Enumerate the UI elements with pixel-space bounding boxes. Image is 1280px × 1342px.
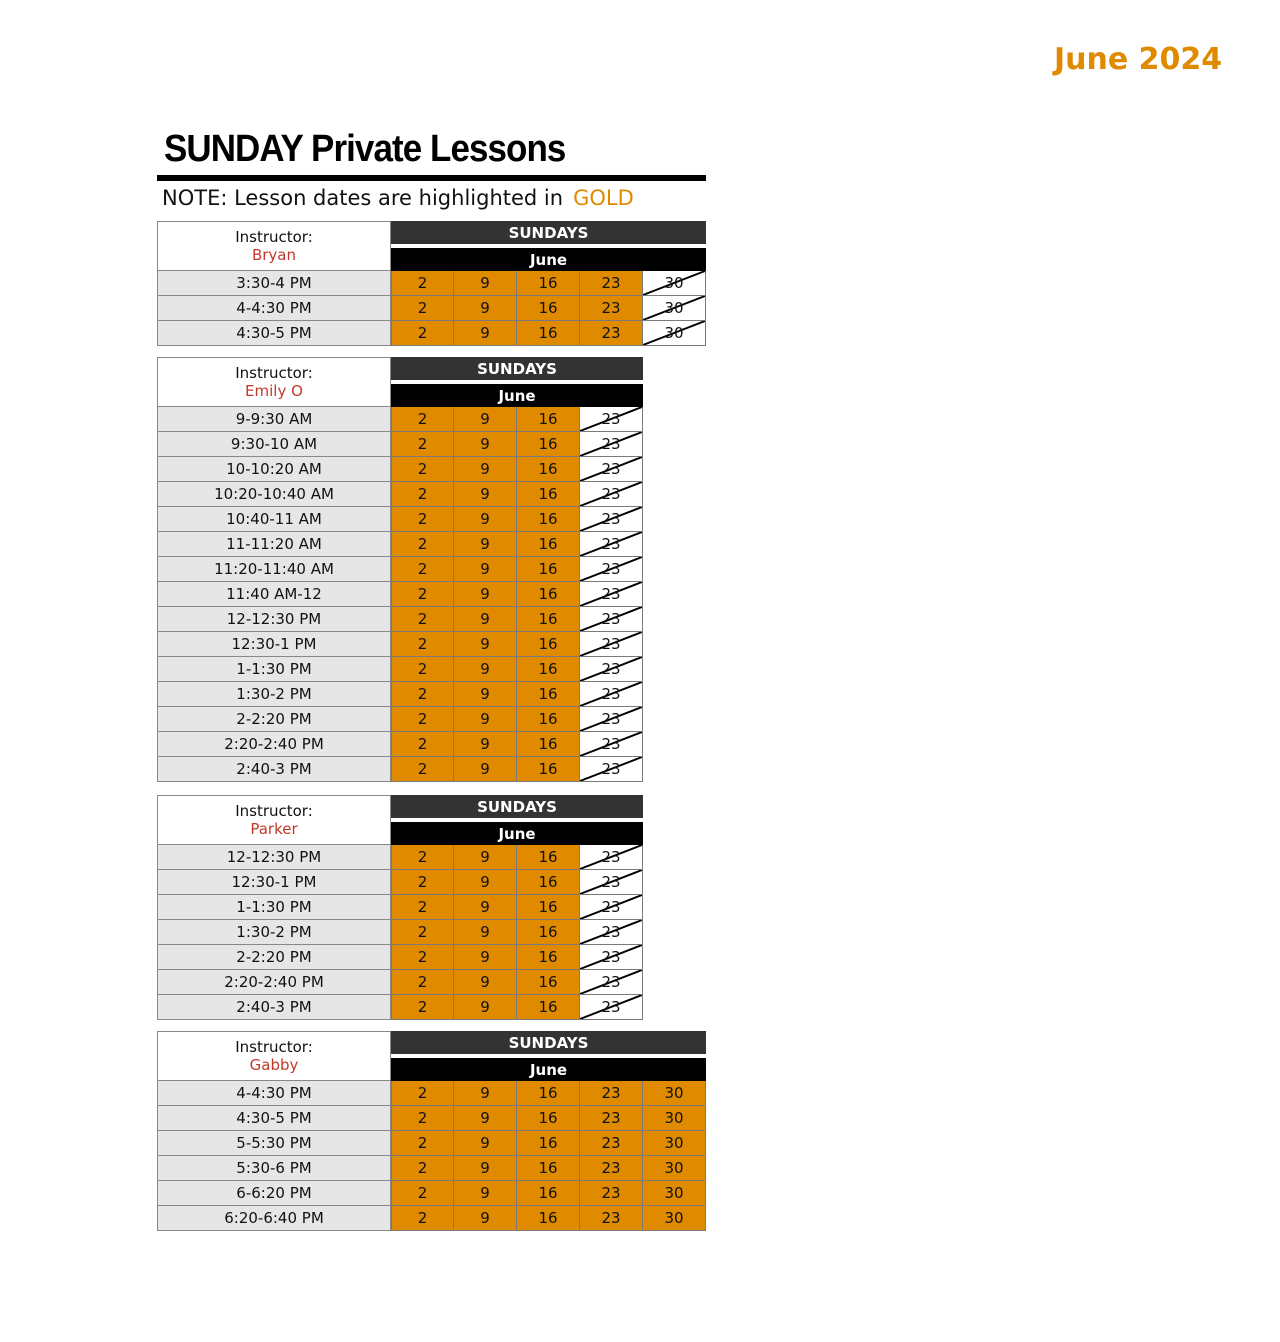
lesson-date-cell[interactable]: 30 xyxy=(643,1106,706,1131)
time-slot-label: 1:30-2 PM xyxy=(157,682,391,707)
time-slot-label: 4:30-5 PM xyxy=(157,321,391,346)
instructor-name: Emily O xyxy=(245,382,303,400)
lesson-date-cell[interactable]: 23 xyxy=(580,1206,643,1231)
date-number: 30 xyxy=(664,299,684,317)
lesson-date-cell[interactable]: 2 xyxy=(391,945,454,970)
lesson-date-cell[interactable]: 2 xyxy=(391,920,454,945)
instructor-name: Parker xyxy=(250,820,298,838)
date-number: 23 xyxy=(601,585,621,603)
lesson-date-cell[interactable]: 9 xyxy=(454,682,517,707)
time-slot-label: 10-10:20 AM xyxy=(157,457,391,482)
lesson-date-cell[interactable]: 16 xyxy=(517,432,580,457)
lesson-date-cell[interactable]: 9 xyxy=(454,707,517,732)
lesson-date-cell[interactable]: 30 xyxy=(643,1206,706,1231)
instructor-label: Instructor: xyxy=(235,1038,313,1056)
page-title: SUNDAY Private Lessons xyxy=(164,128,566,170)
date-number: 23 xyxy=(601,973,621,991)
date-number: 23 xyxy=(601,948,621,966)
lesson-date-cell[interactable]: 16 xyxy=(517,557,580,582)
time-slot-label: 2-2:20 PM xyxy=(157,945,391,970)
unavailable-date-cell xyxy=(580,632,643,657)
lesson-date-cell[interactable]: 9 xyxy=(454,732,517,757)
lesson-date-cell[interactable]: 2 xyxy=(391,1131,454,1156)
instructor-label: Instructor: xyxy=(235,364,313,382)
time-slot-label: 6:20-6:40 PM xyxy=(157,1206,391,1231)
lesson-date-cell[interactable]: 9 xyxy=(454,582,517,607)
lesson-date-cell[interactable]: 9 xyxy=(454,507,517,532)
lesson-date-cell[interactable]: 2 xyxy=(391,532,454,557)
lesson-date-cell[interactable]: 9 xyxy=(454,895,517,920)
month-title: June 2024 xyxy=(1054,42,1223,77)
lesson-date-cell[interactable]: 2 xyxy=(391,707,454,732)
instructor-label: Instructor: xyxy=(235,228,313,246)
lesson-date-cell[interactable]: 16 xyxy=(517,321,580,346)
lesson-date-cell[interactable]: 16 xyxy=(517,1131,580,1156)
lesson-date-cell[interactable]: 23 xyxy=(580,1156,643,1181)
sundays-header: SUNDAYS xyxy=(391,221,706,244)
lesson-date-cell[interactable]: 9 xyxy=(454,657,517,682)
lesson-date-cell[interactable]: 16 xyxy=(517,296,580,321)
instructor-cell xyxy=(157,221,391,271)
time-slot-label: 1-1:30 PM xyxy=(157,895,391,920)
date-number: 23 xyxy=(601,635,621,653)
lesson-date-cell[interactable]: 16 xyxy=(517,895,580,920)
lesson-date-cell[interactable]: 16 xyxy=(517,1081,580,1106)
lesson-date-cell[interactable]: 16 xyxy=(517,1181,580,1206)
time-slot-label: 1:30-2 PM xyxy=(157,920,391,945)
instructor-name: Bryan xyxy=(251,246,297,264)
time-slot-label: 9-9:30 AM xyxy=(157,407,391,432)
lesson-date-cell[interactable]: 16 xyxy=(517,945,580,970)
unavailable-date-cell xyxy=(580,507,643,532)
date-number: 23 xyxy=(601,560,621,578)
lesson-date-cell[interactable]: 2 xyxy=(391,657,454,682)
date-number: 23 xyxy=(601,998,621,1016)
unavailable-date-cell xyxy=(580,532,643,557)
unavailable-date-cell xyxy=(580,970,643,995)
sundays-header: SUNDAYS xyxy=(391,795,643,818)
instructor-cell xyxy=(157,795,391,845)
instructor-name: Gabby xyxy=(249,1056,299,1074)
time-slot-label: 9:30-10 AM xyxy=(157,432,391,457)
lesson-date-cell[interactable]: 9 xyxy=(454,1156,517,1181)
lesson-date-cell[interactable]: 16 xyxy=(517,682,580,707)
lesson-date-cell[interactable]: 16 xyxy=(517,1206,580,1231)
unavailable-date-cell xyxy=(643,271,706,296)
time-slot-label: 12:30-1 PM xyxy=(157,632,391,657)
unavailable-date-cell xyxy=(580,757,643,782)
time-slot-label: 11-11:20 AM xyxy=(157,532,391,557)
lesson-date-cell[interactable]: 16 xyxy=(517,970,580,995)
date-number: 23 xyxy=(601,873,621,891)
lesson-date-cell[interactable]: 9 xyxy=(454,1106,517,1131)
time-slot-label: 5-5:30 PM xyxy=(157,1131,391,1156)
time-slot-label: 3:30-4 PM xyxy=(157,271,391,296)
unavailable-date-cell xyxy=(580,457,643,482)
unavailable-date-cell xyxy=(580,407,643,432)
lesson-date-cell[interactable]: 9 xyxy=(454,482,517,507)
lesson-date-cell[interactable]: 2 xyxy=(391,607,454,632)
lesson-date-cell[interactable]: 23 xyxy=(580,271,643,296)
lesson-date-cell[interactable]: 16 xyxy=(517,870,580,895)
lesson-date-cell[interactable]: 16 xyxy=(517,707,580,732)
time-slot-label: 4:30-5 PM xyxy=(157,1106,391,1131)
lesson-date-cell[interactable]: 2 xyxy=(391,482,454,507)
time-slot-label: 4-4:30 PM xyxy=(157,1081,391,1106)
lesson-date-cell[interactable]: 2 xyxy=(391,1206,454,1231)
lesson-date-cell[interactable]: 9 xyxy=(454,1181,517,1206)
unavailable-date-cell xyxy=(580,732,643,757)
lesson-date-cell[interactable]: 2 xyxy=(391,632,454,657)
note-label: NOTE: Lesson dates are highlighted in xyxy=(162,186,564,210)
month-header: June xyxy=(391,822,643,845)
lesson-date-cell[interactable]: 2 xyxy=(391,732,454,757)
month-header: June xyxy=(391,384,643,407)
time-slot-label: 11:40 AM-12 xyxy=(157,582,391,607)
unavailable-date-cell xyxy=(580,682,643,707)
date-number: 23 xyxy=(601,410,621,428)
note-text xyxy=(162,186,634,210)
lesson-date-cell[interactable]: 2 xyxy=(391,1081,454,1106)
lesson-date-cell[interactable]: 9 xyxy=(454,532,517,557)
month-header: June xyxy=(391,248,706,271)
lesson-date-cell[interactable]: 2 xyxy=(391,321,454,346)
lesson-date-cell[interactable]: 2 xyxy=(391,582,454,607)
sundays-header: SUNDAYS xyxy=(391,1031,706,1054)
lesson-date-cell[interactable]: 2 xyxy=(391,1106,454,1131)
lesson-date-cell[interactable]: 9 xyxy=(454,970,517,995)
lesson-date-cell[interactable]: 9 xyxy=(454,407,517,432)
unavailable-date-cell xyxy=(580,582,643,607)
lesson-date-cell[interactable]: 16 xyxy=(517,757,580,782)
lesson-date-cell[interactable]: 2 xyxy=(391,757,454,782)
unavailable-date-cell xyxy=(580,657,643,682)
lesson-date-cell[interactable]: 9 xyxy=(454,945,517,970)
date-number: 23 xyxy=(601,460,621,478)
date-number: 23 xyxy=(601,685,621,703)
date-number: 30 xyxy=(664,324,684,342)
lesson-date-cell[interactable]: 16 xyxy=(517,995,580,1020)
lesson-date-cell[interactable]: 9 xyxy=(454,321,517,346)
lesson-date-cell[interactable]: 16 xyxy=(517,532,580,557)
lesson-date-cell[interactable]: 16 xyxy=(517,607,580,632)
date-number: 23 xyxy=(601,898,621,916)
time-slot-label: 12-12:30 PM xyxy=(157,607,391,632)
sundays-header: SUNDAYS xyxy=(391,357,643,380)
time-slot-label: 2:20-2:40 PM xyxy=(157,732,391,757)
time-slot-label: 12:30-1 PM xyxy=(157,870,391,895)
lesson-date-cell[interactable]: 30 xyxy=(643,1181,706,1206)
lesson-date-cell[interactable]: 23 xyxy=(580,1081,643,1106)
unavailable-date-cell xyxy=(580,845,643,870)
time-slot-label: 6-6:20 PM xyxy=(157,1181,391,1206)
date-number: 23 xyxy=(601,848,621,866)
date-number: 23 xyxy=(601,510,621,528)
unavailable-date-cell xyxy=(580,920,643,945)
lesson-date-cell[interactable]: 2 xyxy=(391,970,454,995)
lesson-date-cell[interactable]: 30 xyxy=(643,1081,706,1106)
lesson-date-cell[interactable]: 9 xyxy=(454,432,517,457)
lesson-date-cell[interactable]: 16 xyxy=(517,1156,580,1181)
title-divider xyxy=(157,175,706,181)
date-number: 23 xyxy=(601,660,621,678)
unavailable-date-cell xyxy=(580,945,643,970)
lesson-date-cell[interactable]: 9 xyxy=(454,557,517,582)
time-slot-label: 12-12:30 PM xyxy=(157,845,391,870)
unavailable-date-cell xyxy=(580,557,643,582)
date-number: 23 xyxy=(601,535,621,553)
unavailable-date-cell xyxy=(580,707,643,732)
time-slot-label: 2-2:20 PM xyxy=(157,707,391,732)
lesson-date-cell[interactable]: 2 xyxy=(391,845,454,870)
date-number: 23 xyxy=(601,923,621,941)
time-slot-label: 2:40-3 PM xyxy=(157,995,391,1020)
date-number: 30 xyxy=(664,274,684,292)
lesson-date-cell[interactable]: 2 xyxy=(391,895,454,920)
lesson-date-cell[interactable]: 23 xyxy=(580,1131,643,1156)
lesson-date-cell[interactable]: 30 xyxy=(643,1156,706,1181)
lesson-date-cell[interactable]: 16 xyxy=(517,1106,580,1131)
instructor-cell xyxy=(157,1031,391,1081)
lesson-date-cell[interactable]: 2 xyxy=(391,407,454,432)
lesson-date-cell[interactable]: 2 xyxy=(391,870,454,895)
unavailable-date-cell xyxy=(580,432,643,457)
time-slot-label: 10:40-11 AM xyxy=(157,507,391,532)
date-number: 23 xyxy=(601,710,621,728)
lesson-date-cell[interactable]: 2 xyxy=(391,995,454,1020)
time-slot-label: 4-4:30 PM xyxy=(157,296,391,321)
note-highlight: GOLD xyxy=(573,186,634,210)
lesson-date-cell[interactable]: 16 xyxy=(517,407,580,432)
lesson-date-cell[interactable]: 16 xyxy=(517,657,580,682)
date-number: 23 xyxy=(601,435,621,453)
lesson-date-cell[interactable]: 9 xyxy=(454,920,517,945)
lesson-date-cell[interactable]: 30 xyxy=(643,1131,706,1156)
lesson-date-cell[interactable]: 9 xyxy=(454,1206,517,1231)
lesson-date-cell[interactable]: 2 xyxy=(391,271,454,296)
date-number: 23 xyxy=(601,760,621,778)
time-slot-label: 2:40-3 PM xyxy=(157,757,391,782)
lesson-date-cell[interactable]: 2 xyxy=(391,296,454,321)
unavailable-date-cell xyxy=(643,296,706,321)
time-slot-label: 1-1:30 PM xyxy=(157,657,391,682)
unavailable-date-cell xyxy=(580,607,643,632)
lesson-date-cell[interactable]: 9 xyxy=(454,757,517,782)
time-slot-label: 11:20-11:40 AM xyxy=(157,557,391,582)
time-slot-label: 5:30-6 PM xyxy=(157,1156,391,1181)
month-header: June xyxy=(391,1058,706,1081)
unavailable-date-cell xyxy=(580,895,643,920)
instructor-label: Instructor: xyxy=(235,802,313,820)
lesson-date-cell[interactable]: 16 xyxy=(517,482,580,507)
lesson-date-cell[interactable]: 2 xyxy=(391,682,454,707)
lesson-date-cell[interactable]: 9 xyxy=(454,845,517,870)
lesson-date-cell[interactable]: 23 xyxy=(580,296,643,321)
time-slot-label: 2:20-2:40 PM xyxy=(157,970,391,995)
lesson-date-cell[interactable]: 23 xyxy=(580,1181,643,1206)
instructor-cell xyxy=(157,357,391,407)
date-number: 23 xyxy=(601,485,621,503)
lesson-date-cell[interactable]: 16 xyxy=(517,582,580,607)
lesson-date-cell[interactable]: 16 xyxy=(517,845,580,870)
lesson-date-cell[interactable]: 9 xyxy=(454,995,517,1020)
lesson-date-cell[interactable]: 9 xyxy=(454,870,517,895)
lesson-date-cell[interactable]: 16 xyxy=(517,271,580,296)
unavailable-date-cell xyxy=(580,482,643,507)
unavailable-date-cell xyxy=(643,321,706,346)
lesson-date-cell[interactable]: 2 xyxy=(391,457,454,482)
date-number: 23 xyxy=(601,735,621,753)
time-slot-label: 10:20-10:40 AM xyxy=(157,482,391,507)
lesson-date-cell[interactable]: 9 xyxy=(454,1131,517,1156)
lesson-date-cell[interactable]: 16 xyxy=(517,507,580,532)
date-number: 23 xyxy=(601,610,621,628)
lesson-date-cell[interactable]: 23 xyxy=(580,321,643,346)
lesson-date-cell[interactable]: 9 xyxy=(454,632,517,657)
lesson-date-cell[interactable]: 9 xyxy=(454,1081,517,1106)
lesson-date-cell[interactable]: 2 xyxy=(391,507,454,532)
lesson-date-cell[interactable]: 9 xyxy=(454,296,517,321)
lesson-date-cell[interactable]: 2 xyxy=(391,432,454,457)
lesson-date-cell[interactable]: 9 xyxy=(454,607,517,632)
unavailable-date-cell xyxy=(580,995,643,1020)
lesson-date-cell[interactable]: 16 xyxy=(517,732,580,757)
lesson-date-cell[interactable]: 2 xyxy=(391,1181,454,1206)
lesson-date-cell[interactable]: 16 xyxy=(517,920,580,945)
lesson-date-cell[interactable]: 9 xyxy=(454,457,517,482)
lesson-date-cell[interactable]: 23 xyxy=(580,1106,643,1131)
lesson-date-cell[interactable]: 2 xyxy=(391,1156,454,1181)
unavailable-date-cell xyxy=(580,870,643,895)
lesson-date-cell[interactable]: 16 xyxy=(517,632,580,657)
lesson-date-cell[interactable]: 2 xyxy=(391,557,454,582)
lesson-date-cell[interactable]: 9 xyxy=(454,271,517,296)
lesson-date-cell[interactable]: 16 xyxy=(517,457,580,482)
